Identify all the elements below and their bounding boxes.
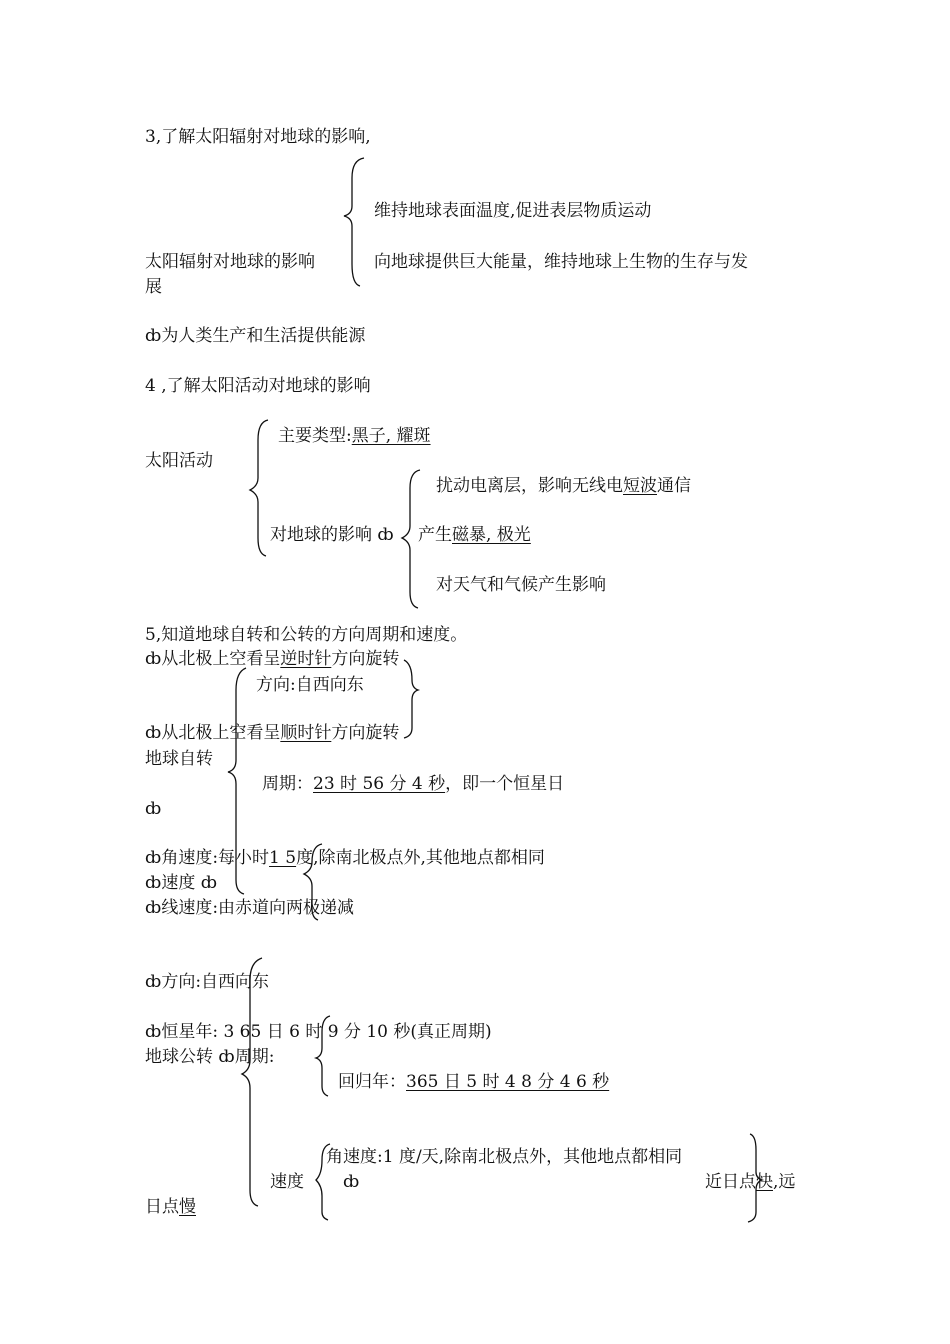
north-suffix: 方向旋转 <box>331 649 400 669</box>
solar-radiation-label: 太阳辐射对地球的影响 <box>145 252 315 272</box>
effect1-suffix: 通信 <box>657 476 691 496</box>
solar-radiation-item-3: ȸ为人类生产和生活提供能源 <box>145 326 366 346</box>
north-underlined: 逆时针 <box>280 649 332 669</box>
north-view-ccw <box>145 648 399 670</box>
brace-s5-direction <box>404 660 418 738</box>
rotation-speed-label: ȸ速度 ȸ <box>145 873 218 893</box>
revolution-speed-label: 速度 <box>270 1172 304 1192</box>
solar-activity-types <box>278 425 431 447</box>
section-4-heading: 4 ,了解太阳活动对地球的影响 <box>145 376 371 396</box>
linear-suffix: ,远 <box>773 1172 796 1192</box>
solar-radiation-item-2: 向地球提供巨大能量，维持地球上生物的生存与发 <box>374 252 748 272</box>
effect-weather: 对天气和气候产生影响 <box>436 575 606 595</box>
stray-mark: ȸ <box>145 799 162 819</box>
rotation-angular-speed <box>145 847 545 869</box>
brace-s6-main <box>242 958 262 1206</box>
angular-underlined: 1 5 <box>269 848 297 868</box>
effect1-prefix: 扰动电离层，影响无线电 <box>436 476 623 496</box>
sidereal-year: ȸ恒星年: 3 65 日 6 时 9 分 10 秒(真正周期) <box>145 1022 492 1042</box>
wrap-prefix: 日点 <box>145 1197 179 1217</box>
south-suffix: 方向旋转 <box>331 723 400 743</box>
revolution-angular-speed: 角速度:1 度/天,除南北极点外，其他地点都相同 <box>326 1147 683 1167</box>
solar-radiation-item-1: 维持地球表面温度,促进表层物质运动 <box>374 201 652 221</box>
tropical-prefix: 回归年： <box>338 1072 406 1092</box>
period-prefix: 周期： <box>262 774 313 794</box>
south-underlined: 顺时针 <box>280 723 332 743</box>
angular-suffix: 度,除南北极点外,其他地点都相同 <box>296 848 545 868</box>
effect-ionosphere <box>436 475 691 497</box>
revolution-linear-speed <box>705 1171 795 1193</box>
south-prefix: ȸ从北极上空看呈 <box>145 723 281 743</box>
section-5-heading: 5,知道地球自转和公转的方向周期和速度。 <box>145 625 468 645</box>
types-prefix: 主要类型: <box>278 426 352 446</box>
linear-prefix: 近日点 <box>705 1172 756 1192</box>
period-underlined: 23 时 56 分 4 秒 <box>313 774 446 794</box>
section-3-heading: 3,了解太阳辐射对地球的影响, <box>145 127 371 147</box>
angular-prefix: ȸ角速度:每小时 <box>145 848 270 868</box>
rotation-direction: 方向:自西向东 <box>256 675 364 695</box>
effect-label: 对地球的影响 ȸ <box>270 525 394 545</box>
solar-radiation-item-2-wrap: 展 <box>145 277 162 297</box>
rotation-label: 地球自转 <box>145 749 213 769</box>
brace-s4-main <box>250 420 268 556</box>
brace-s3 <box>344 158 364 286</box>
effect1-underlined: 短波 <box>623 476 657 496</box>
linear-fast: 快 <box>756 1172 773 1192</box>
revolution-direction: ȸ方向:自西向东 <box>145 972 270 992</box>
period-suffix: ，即一个恒星日 <box>445 774 565 794</box>
types-value: 黑子, 耀斑 <box>351 426 431 446</box>
revolution-angular-mark: ȸ <box>343 1172 360 1192</box>
effect-magnetic-storm <box>418 524 531 546</box>
tropical-underlined: 365 日 5 时 4 8 分 4 6 秒 <box>406 1072 610 1092</box>
revolution-linear-speed-wrap <box>145 1196 196 1218</box>
north-view-cw <box>145 722 399 744</box>
effect2-prefix: 产生 <box>418 525 452 545</box>
rotation-period <box>262 773 564 795</box>
revolution-label: 地球公转 ȸ周期: <box>145 1047 275 1067</box>
solar-activity-label: 太阳活动 <box>145 451 213 471</box>
effect2-underlined: 磁暴, 极光 <box>452 525 531 545</box>
rotation-linear-speed: ȸ线速度:由赤道向两极递减 <box>145 898 355 918</box>
north-prefix: ȸ从北极上空看呈 <box>145 649 281 669</box>
tropical-year <box>338 1071 609 1093</box>
linear-slow: 慢 <box>179 1197 196 1217</box>
